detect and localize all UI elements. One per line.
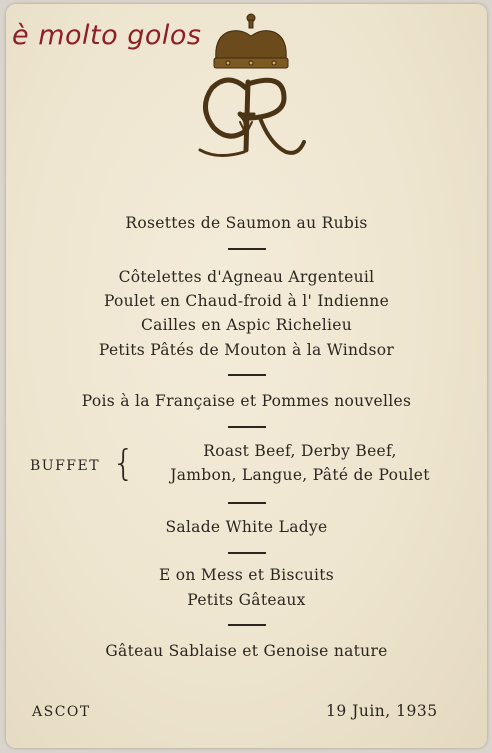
menu-item-pois: Pois à la Française et Pommes nouvelles <box>81 392 412 410</box>
menu-item-salade: Salade White Ladye <box>165 518 328 536</box>
menu-item-mouton: Petits Pâtés de Mouton à la Windsor <box>98 341 395 359</box>
menu-item-poulet: Poulet en Chaud-froid à l' Indienne <box>103 292 390 310</box>
royal-monogram-gvr <box>188 10 314 165</box>
buffet-line-1: Roast Beef, Derby Beef, <box>203 442 397 460</box>
brace-icon: { <box>112 443 135 484</box>
divider <box>228 502 266 504</box>
menu-item-gateaux: Petits Gâteaux <box>187 591 306 609</box>
divider <box>228 624 266 626</box>
divider <box>228 426 266 428</box>
footer-date: 19 Juin, 1935 <box>326 702 438 720</box>
menu-item-saumon: Rosettes de Saumon au Rubis <box>125 214 368 232</box>
menu-item-agneau: Côtelettes d'Agneau Argenteuil <box>118 268 375 286</box>
crown-icon <box>214 14 288 68</box>
divider <box>228 552 266 554</box>
handwritten-annotation: è molto golos <box>12 20 202 51</box>
buffet-label: BUFFET <box>30 458 101 474</box>
menu-item-sablaise: Gâteau Sablaise et Genoise nature <box>105 642 388 660</box>
buffet-line-2: Jambon, Langue, Pâté de Poulet <box>170 466 430 484</box>
menu-item-mess: E on Mess et Biscuits <box>158 566 335 584</box>
divider <box>228 374 266 376</box>
divider <box>228 248 266 250</box>
menu-card <box>6 4 487 748</box>
menu-item-cailles: Cailles en Aspic Richelieu <box>140 316 353 334</box>
footer-place: ASCOT <box>32 704 91 720</box>
